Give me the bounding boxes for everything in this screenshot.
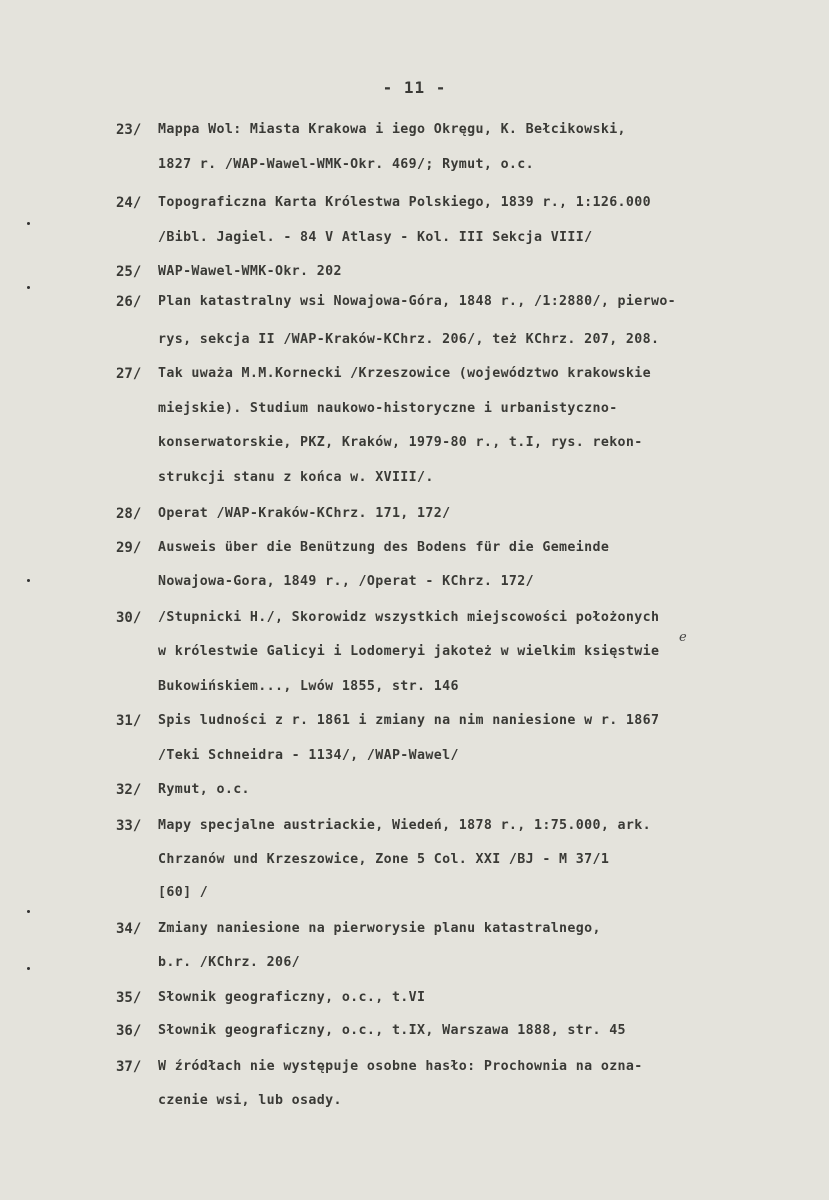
- footnote-text-line: WAP-Wawel-WMK-Okr. 202: [158, 264, 342, 279]
- margin-mark: [27, 910, 30, 913]
- footnote-number: 36/: [116, 1023, 142, 1039]
- footnote-number: 23/: [116, 122, 142, 138]
- margin-mark: [27, 222, 30, 225]
- margin-mark: [27, 579, 30, 582]
- margin-mark: [27, 286, 30, 289]
- footnote-text-line: Nowajowa-Gora, 1849 r., /Operat - KChrz. 172/: [158, 574, 534, 589]
- footnote-text-line: w królestwie Galicyi i Lodomeryi jakoteż w wielkim księstwie: [158, 644, 660, 659]
- footnote-number: 32/: [116, 782, 142, 798]
- footnote-text-line: W źródłach nie występuje osobne hasło: Prochownia na ozna-: [158, 1059, 643, 1074]
- footnote-text-line: Topograficzna Karta Królestwa Polskiego, 1839 r., 1:126.000: [158, 195, 651, 210]
- footnote-number: 31/: [116, 713, 142, 729]
- footnote-number: 27/: [116, 366, 142, 382]
- footnote-text-line: Bukowińskiem..., Lwów 1855, str. 146: [158, 679, 459, 694]
- footnote-text-line: miejskie). Studium naukowo-historyczne i urbanistyczno-: [158, 401, 618, 416]
- footnote-text-line: Zmiany naniesione na pierworysie planu katastralnego,: [158, 921, 601, 936]
- footnote-number: 28/: [116, 506, 142, 522]
- margin-mark: [27, 967, 30, 970]
- footnote-number: 37/: [116, 1059, 142, 1075]
- footnote-text-line: /Bibl. Jagiel. - 84 V Atlasy - Kol. III Sekcja VIII/: [158, 230, 593, 245]
- footnote-text-line: strukcji stanu z końca w. XVIII/.: [158, 470, 434, 485]
- footnote-text-line: Słownik geograficzny, o.c., t.VI: [158, 990, 426, 1005]
- footnote-text-line: Tak uważa M.M.Kornecki /Krzeszowice (województwo krakowskie: [158, 366, 651, 381]
- footnote-text-line: /Stupnicki H./, Skorowidz wszystkich miejscowości położonych: [158, 610, 660, 625]
- footnote-text-line: Spis ludności z r. 1861 i zmiany na nim naniesione w r. 1867: [158, 713, 660, 728]
- footnote-number: 26/: [116, 294, 142, 310]
- footnote-text-line: /Teki Schneidra - 1134/, /WAP-Wawel/: [158, 748, 459, 763]
- footnote-number: 30/: [116, 610, 142, 626]
- footnote-text-line: Chrzanów und Krzeszowice, Zone 5 Col. XXI /BJ - M 37/1: [158, 852, 610, 867]
- footnote-text-line: Plan katastralny wsi Nowajowa-Góra, 1848 r., /1:2880/, pierwo-: [158, 294, 677, 309]
- footnote-text-line: Ausweis über die Benützung des Bodens für die Gemeinde: [158, 540, 610, 555]
- footnote-text-line: 1827 r. /WAP-Wawel-WMK-Okr. 469/; Rymut, o.c.: [158, 157, 534, 172]
- footnote-number: 35/: [116, 990, 142, 1006]
- footnote-text-line: Mapy specjalne austriackie, Wiedeń, 1878 r., 1:75.000, ark.: [158, 818, 651, 833]
- footnote-number: 24/: [116, 195, 142, 211]
- footnote-text-line: Mappa Wol: Miasta Krakowa i iego Okręgu, K. Bełcikowski,: [158, 122, 626, 137]
- footnote-text-line: Rymut, o.c.: [158, 782, 250, 797]
- footnote-text-line: rys, sekcja II /WAP-Kraków-KChrz. 206/, też KChrz. 207, 208.: [158, 332, 660, 347]
- footnote-number: 25/: [116, 264, 142, 280]
- footnote-text-line: Operat /WAP-Kraków-KChrz. 171, 172/: [158, 506, 451, 521]
- page-number: - 11 -: [382, 78, 447, 97]
- footnote-text-line: b.r. /KChrz. 206/: [158, 955, 301, 970]
- footnote-number: 34/: [116, 921, 142, 937]
- footnote-number: 33/: [116, 818, 142, 834]
- footnote-number: 29/: [116, 540, 142, 556]
- footnote-text-line: Słownik geograficzny, o.c., t.IX, Warszawa 1888, str. 45: [158, 1023, 626, 1038]
- footnote-text-line: [60] /: [158, 885, 209, 900]
- footnote-text-line: czenie wsi, lub osady.: [158, 1093, 342, 1108]
- footnote-text-line: konserwatorskie, PKZ, Kraków, 1979-80 r., t.I, rys. rekon-: [158, 435, 643, 450]
- handwritten-correction: e: [679, 630, 687, 645]
